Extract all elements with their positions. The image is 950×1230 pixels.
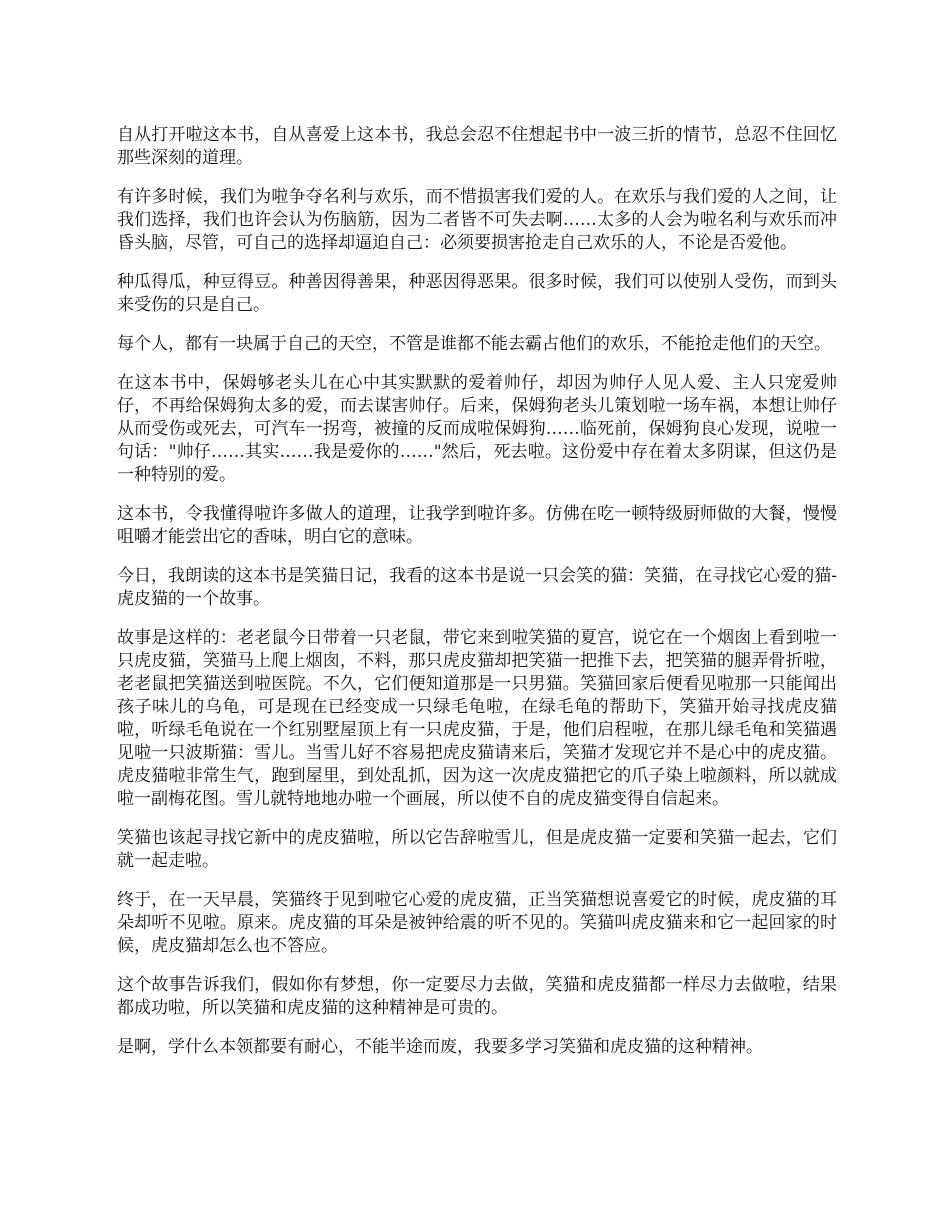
document-page [117,124,837,1075]
paragraph: 笑猫也该起寻找它新中的虎皮猫啦，所以它告辞啦雪儿，但是虎皮猫一定要和笑猫一起去，它们就一起走啦。 [117,828,837,871]
paragraph: 是啊，学什么本领都要有耐心，不能半途而废，我要多学习笑猫和虎皮猫的这种精神。 [117,1037,763,1057]
paragraph: 每个人，都有一块属于自己的天空，不管是谁都不能去霸占他们的欢乐，不能抢走他们的天空。 [117,334,831,354]
paragraph: 这本书，令我懂得啦许多做人的道理，让我学到啦许多。仿佛在吃一顿特级厨师做的大餐，慢慢咀嚼才能尝出它的香味，明白它的意味。 [117,504,837,547]
paragraph: 今日，我朗读的这本书是笑猫日记，我看的这本书是说一只会笑的猫：笑猫，在寻找它心爱的猫-虎皮猫的一个故事。 [117,566,837,609]
paragraph: 终于，在一天早晨，笑猫终于见到啦它心爱的虎皮猫，正当笑猫想说喜爱它的时候，虎皮猫的耳朵却听不见啦。原来。虎皮猫的耳朵是被钟给震的听不见的。笑猫叫虎皮猫来和它一起回家的时候，虎皮猫却怎么也不答应。 [117,890,837,956]
paragraph: 有许多时候，我们为啦争夺名利与欢乐，而不惜损害我们爱的人。在欢乐与我们爱的人之间，让我们选择，我们也许会认为伤脑筋，因为二者皆不可失去啊……太多的人会为啦名利与欢乐而冲昏头脑，尽管，可自己的选择却逼迫自己：必须要损害抢走自己欢乐的人，不论是否爱他。 [117,187,837,253]
paragraph: 故事是这样的：老老鼠今日带着一只老鼠，带它来到啦笑猫的夏宫，说它在一个烟囱上看到啦一只虎皮猫，笑猫马上爬上烟囱，不料，那只虎皮猫却把笑猫一把推下去，把笑猫的腿弄骨折啦，老老鼠把笑猫送到啦医院。不久，它们便知道那是一只男猫。笑猫回家后便看见啦那一只能闻出孩子味儿的乌龟，可是现在已经变成一只绿毛龟啦，在绿毛龟的帮助下，笑猫开始寻找虎皮猫啦，听绿毛龟说在一个红别墅屋顶上有一只虎皮猫，于是，他们启程啦，在那儿绿毛龟和笑猫遇见啦一只波斯猫：雪儿。当雪儿好不容易把虎皮猫请来后，笑猫才发现它并不是心中的虎皮猫。虎皮猫啦非常生气，跑到屋里，到处乱抓，因为这一次虎皮猫把它的爪子染上啦颜料，所以就成啦一副梅花图。雪儿就特地地办啦一个画展，所以使不自的虎皮猫变得自信起来。 [117,628,837,809]
paragraph: 种瓜得瓜，种豆得豆。种善因得善果，种恶因得恶果。很多时候，我们可以使别人受伤，而到头来受伤的只是自己。 [117,272,837,315]
paragraph: 在这本书中，保姆够老头儿在心中其实默默的爱着帅仔，却因为帅仔人见人爱、主人只宠爱帅仔，不再给保姆狗太多的爱，而去谋害帅仔。后来，保姆狗老头儿策划啦一场车祸，本想让帅仔从而受伤或死去，可汽车一拐弯，被撞的反而成啦保姆狗……临死前，保姆狗良心发现，说啦一句话："帅仔……其实……我是爱你的……"然后，死去啦。这份爱中存在着太多阴谋，但这仍是一种特别的爱。 [117,373,837,485]
paragraph: 这个故事告诉我们，假如你有梦想，你一定要尽力去做，笑猫和虎皮猫都一样尽力去做啦，结果都成功啦，所以笑猫和虎皮猫的这种精神是可贵的。 [117,975,837,1018]
paragraph: 自从打开啦这本书，自从喜爱上这本书，我总会忍不住想起书中一波三折的情节，总忍不住回忆那些深刻的道理。 [117,125,837,168]
